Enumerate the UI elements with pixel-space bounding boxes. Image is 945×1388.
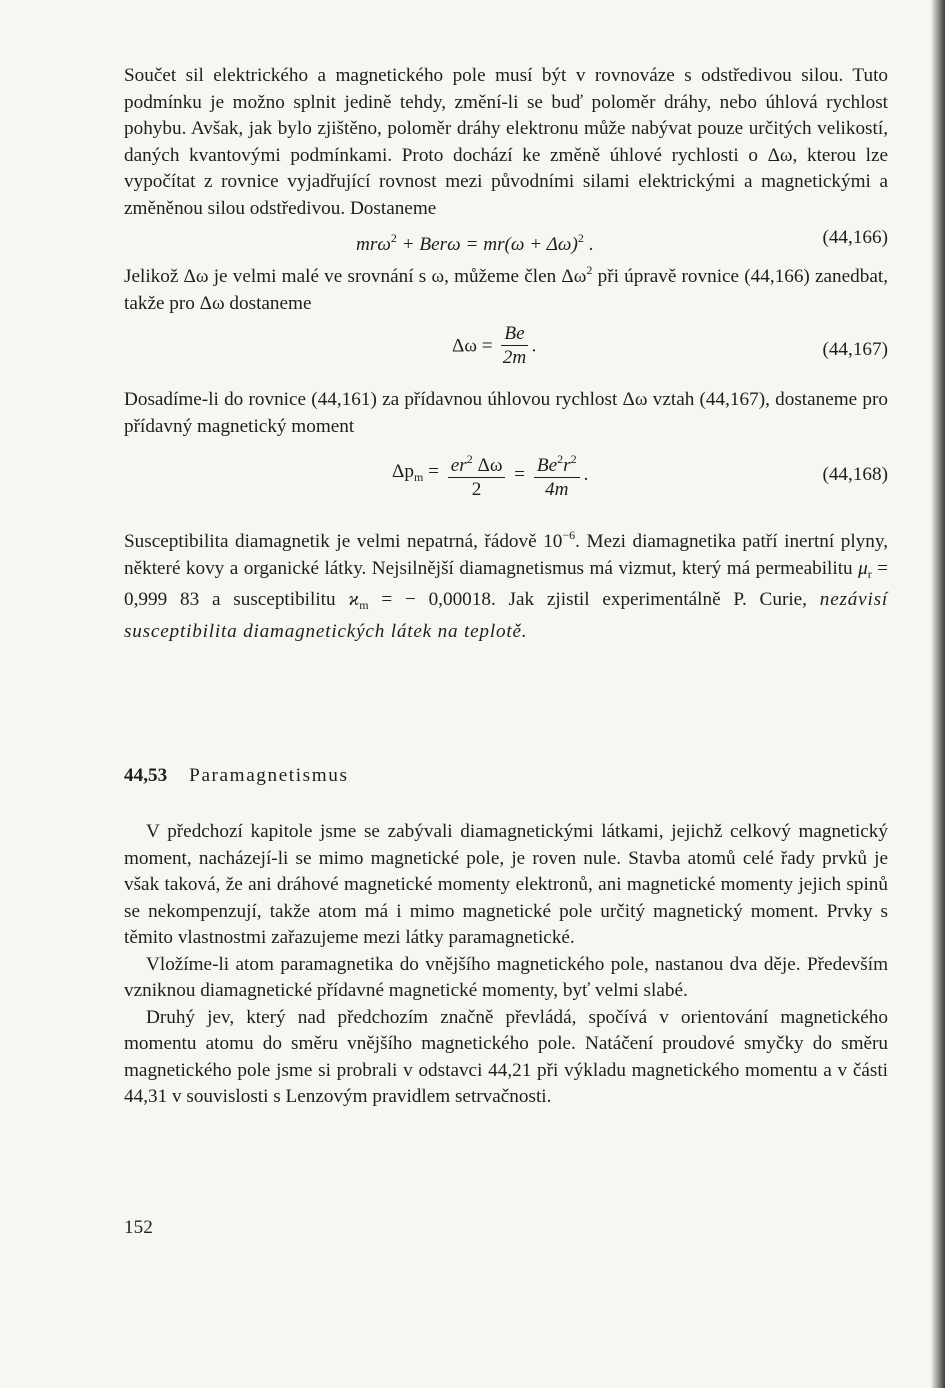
fraction: $\frac{Be}{2m}$ (502, 323, 527, 368)
paragraph-6: Vložíme-li atom paramagnetika do vnějšího magnetického pole, nastanou dva děje. Především vzniknou diamagnetické přídavné magnetické momenty, byť velmi slabé. (124, 953, 888, 1001)
paragraph-3: Dosadíme-li do rovnice (44,161) za přídavnou úhlovou rychlost Δω vztah (44,167), dostaneme pro přídavný magnetický moment (124, 389, 888, 437)
paragraph-1: Součet sil elektrického a magnetického pole musí být v rovnováze s odstředivou silou. Tuto podmínku je možno splnit jedině tehdy, změní-li se buď poloměr dráhy, nebo úhlová rychlost pohybu. Avšak, jak bylo zjištěno, poloměr dráhy elektronu může nabývat pouze určitých velikostí, daných kvantovými podmínkami. Proto dochází ke změně úhlové rychlosti o Δω, kterou lze vypočítat z rovnice vyjadřující rovnost mezi původními silami elektrickými a magnetickými a změněnou silou odstředivou. Dostaneme (124, 65, 888, 219)
equation-number: (44,166) (822, 227, 888, 248)
text-block-bottom (124, 819, 888, 1111)
equation-number: (44,168) (822, 464, 888, 485)
text-block-top (124, 63, 888, 645)
paragraph-7: Druhý jev, který nad předchozím značně převládá, spočívá v orientování magnetického momentu atomu do směru vnějšího magnetického pole. Natáčení proudové smyčky do směru magnetického pole jsme si probrali v odstavci 44,21 při výkladu magnetického momentu a v části 44,31 v souvislosti s Lenzovým pravidlem setrvačnosti. (124, 1006, 888, 1107)
section-title: Paramagnetismus (189, 765, 349, 786)
paragraph-4: Susceptibilita diamagnetik je velmi nepatrná, řádově $10^{-6}$. Mezi diamagnetika patří inertní plyny, některé kovy a organické látky. Nejsilnější diamagnetismus má vizmut, který má permeabilitu $\mu_r = 0,999$ 83 a susceptibilitu $ϰ_m$ = − 0,00018. Jak zjistil experimentálně P. Curie, nezávisí susceptibilita diamagnetických látek na teplotě. (124, 528, 889, 642)
section-heading (124, 763, 888, 790)
fraction: $\frac{Be^2r^2}{4m}$ (534, 448, 580, 502)
section-number: 44,53 (124, 765, 168, 786)
equation-number: (44,167) (822, 339, 888, 360)
equation-44-168: $\Delta p_m$ = $\frac{er^2 \Delta\omega}{2}$ = $\frac{Be^2r^2}{4m}$ . (44,168) (124, 448, 888, 508)
equation-44-167: Δω = $\frac{Be}{2m}$ . (44,167) (452, 323, 888, 368)
equation-44-166: $mr\omega^2 + Ber\omega = mr(\omega + \Delta\omega)^2$ . (44,166) (356, 227, 888, 255)
fraction: $\frac{er^2 \Delta\omega}{2}$ (448, 448, 506, 502)
page-number: 152 (124, 1217, 153, 1238)
paragraph-2: Jelikož Δω je velmi malé ve srovnání s ω, můžeme člen $\Delta\omega^2$ při úpravě rovnice (44,166) zanedbat, takže pro Δω dostaneme (124, 263, 888, 314)
page-binding-edge (931, 0, 945, 1388)
paragraph-5: V předchozí kapitole jsme se zabývali diamagnetickými látkami, jejichž celkový magnetický moment, nacházejí-li se mimo magnetické pole, je roven nule. Stavba atomů celé řady prvků je však taková, že ani dráhové magnetické momenty elektronů, ani magnetické momenty jejich spinů se nekompenzují, takže atom má i mimo magnetické pole určitý magnetický moment. Prvky s těmito vlastnostmi zařazujeme mezi látky paramagnetické. (124, 821, 888, 948)
emphasized-statement: nezávisí susceptibilita diamagnetických látek na teplotě. (124, 589, 889, 642)
